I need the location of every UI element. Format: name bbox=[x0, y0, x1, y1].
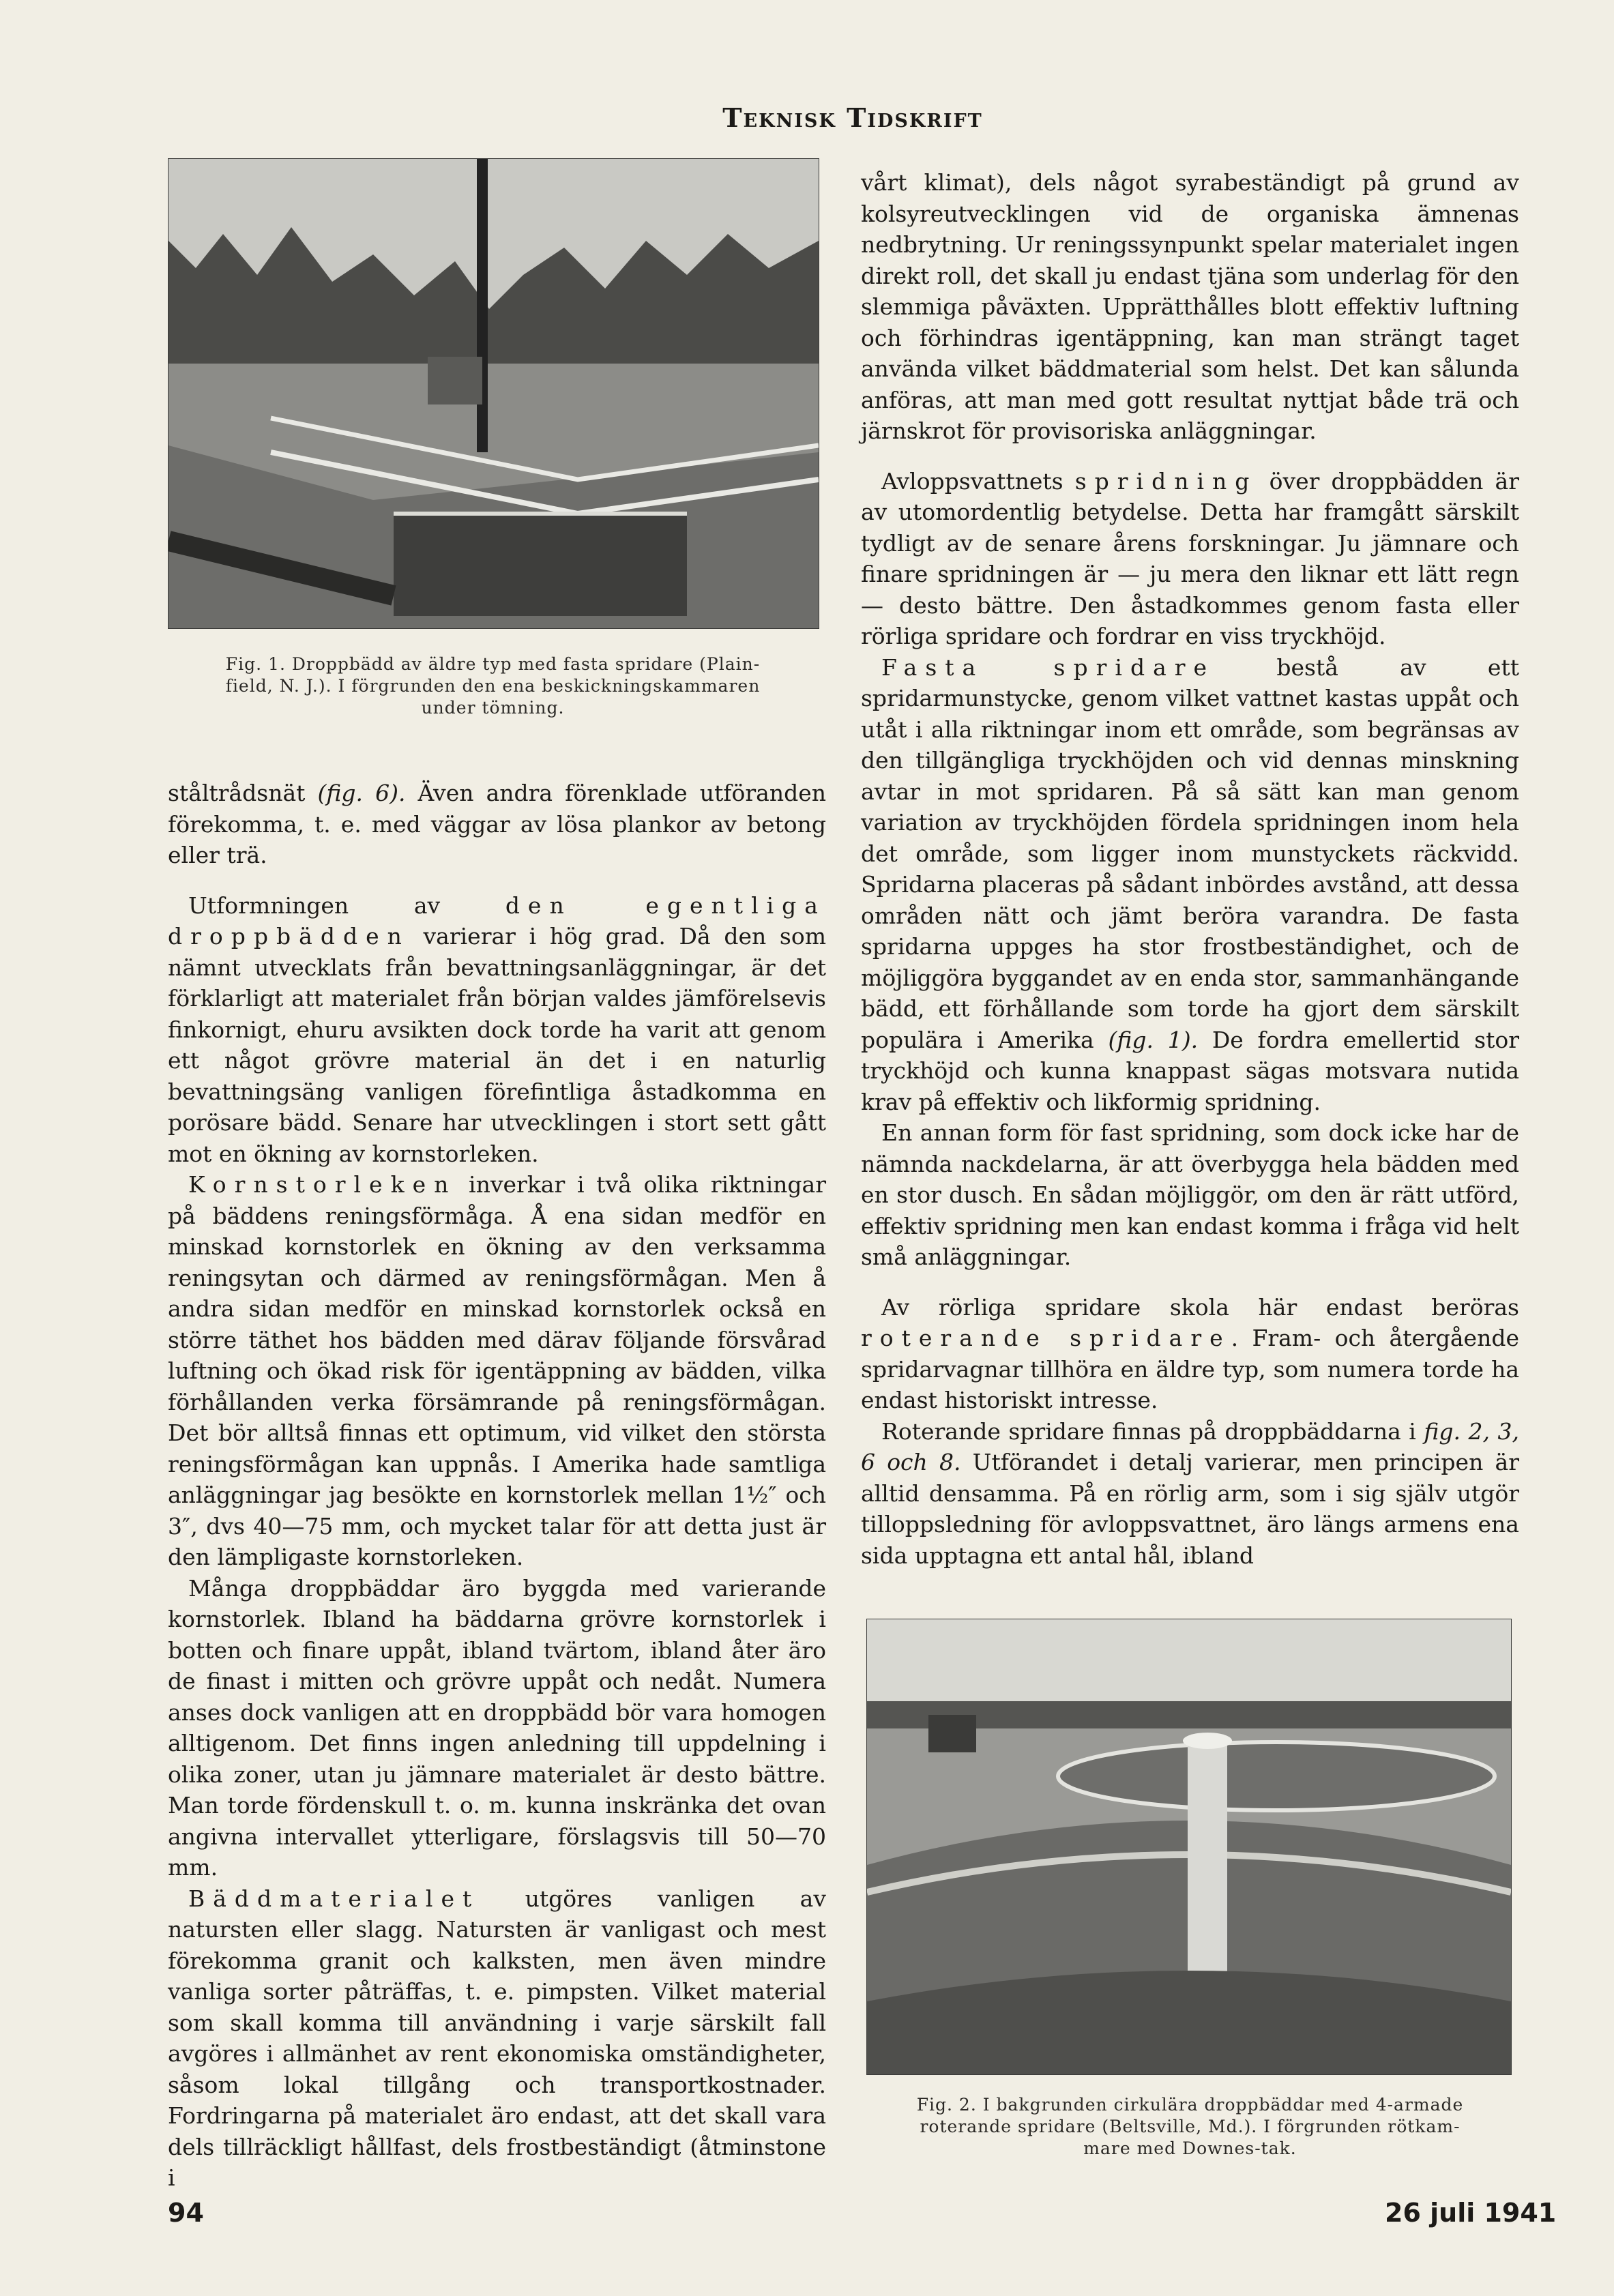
figure-reference: (fig. 6). bbox=[317, 780, 406, 806]
right-paragraph-6 bbox=[861, 1416, 1519, 1572]
figure-1-caption bbox=[168, 653, 818, 719]
text-run: Av rörliga spridare skola här endast beröras bbox=[881, 1293, 1519, 1321]
figure-2-caption-line: roterande spridare (Beltsville, Md.). I förgrunden rötkam- bbox=[920, 2117, 1461, 2136]
figure-1-photo bbox=[168, 158, 819, 629]
figure-2-caption-line: Fig. 2. I bakgrunden cirkulära droppbäddar med 4-armade bbox=[916, 2095, 1464, 2115]
right-paragraph-5 bbox=[861, 1292, 1519, 1416]
text-run: varierar i hög grad. Då den som nämnt utvecklats från bevattningsanläggningar, är det förklarligt att materialet från början valdes jämförelsevis finkornigt, ehuru avsikten dock torde ha varit att genom ett något grövre material än det i en naturlig bevattningsäng vanligen förefintliga åstadkomma en porösare bädd. Senare har utvecklingen i stort sett gått mot en ökning av kornstorleken. bbox=[168, 923, 826, 1167]
text-run: bestå av ett spridarmunstycke, genom vilket vattnet kastas uppåt och utåt i alla riktningar inom ett område, som begränsas av den tillgängliga tryckhöjden och vid dennas minskning avtar in mot spridaren. På så sätt kan man genom variation av tryckhöjden fördela spridningen inom hela det område, som ligger inom munstyckets räckvidd. Spridarna placeras på sådant inbördes avstånd, att dessa områden nätt och jämt beröra varandra. De fasta spridarna uppges ha stor frostbeständighet, och de möjliggöra byggandet av en enda stor, sammanhängande bädd, ett förhållande som torde ha gjort dem särskilt populära i Amerika bbox=[861, 653, 1519, 1053]
spaced-emphasis: Bäddmaterialet bbox=[188, 1885, 480, 1912]
spaced-emphasis: spridning bbox=[1074, 467, 1258, 495]
right-column bbox=[861, 167, 1519, 1571]
left-paragraph-1 bbox=[168, 778, 826, 871]
page-number: 94 bbox=[168, 2198, 204, 2228]
issue-date: 26 juli 1941 bbox=[1385, 2198, 1557, 2228]
figure-reference: fig. 2, 3, 6 och 8. bbox=[861, 1417, 1520, 1475]
right-paragraph-1: vårt klimat), dels något syrabeständigt på grund av kolsyreutvecklingen vid de organiska ämnenas nedbrytning. Ur reningssynpunkt spelar materialet ingen direkt roll, det skall ju endast tjäna som underlag för den slemmiga påväxten. Upprätthålles blott effektiv luftning och förhindras igentäppning, kan man strängt taget använda vilket bäddmaterial som helst. Det kan sålunda anföras, att man med gott resultat nyttjat både trä och järnskrot för provisoriska anläggningar. bbox=[861, 169, 1519, 444]
text-run: Roterande spridare finnas på droppbäddarna i bbox=[881, 1417, 1424, 1445]
right-paragraph-4: En annan form för fast spridning, som dock icke har de nämnda nackdelarna, är att överbygga hela bädden med en stor dusch. En sådan möjliggör, om den är rätt utförd, effektiv spridning men kan endast komma i fråga vid helt små anläggningar. bbox=[861, 1119, 1519, 1270]
figure-2-caption-line: mare med Downes-tak. bbox=[1083, 2138, 1297, 2158]
figure-1-caption-line: Fig. 1. Droppbädd av äldre typ med fasta spridare (Plain- bbox=[225, 654, 761, 674]
spaced-emphasis: Fasta spridare bbox=[881, 653, 1216, 681]
figure-1-caption-line: field, N. J.). I förgrunden den ena beskickningskammaren bbox=[225, 676, 761, 696]
spaced-emphasis: Kornstorleken bbox=[188, 1171, 457, 1198]
journal-title: Teknisk Tidskrift bbox=[722, 102, 983, 133]
right-paragraph-2 bbox=[861, 466, 1519, 652]
text-run: ståltrådsnät bbox=[168, 780, 318, 806]
figure-2-caption bbox=[861, 2094, 1519, 2160]
left-paragraph-3 bbox=[168, 1169, 826, 1573]
spaced-emphasis: den egentliga droppbädden bbox=[168, 892, 826, 950]
figure-2-photo bbox=[866, 1619, 1512, 2075]
left-column bbox=[168, 778, 826, 2194]
figure-1-caption-line: under tömning. bbox=[421, 698, 565, 718]
text-run: Även andra förenklade utföranden förekomma, t. e. med väggar av lösa plankor av betong eller trä. bbox=[168, 780, 826, 868]
text-run: Avloppsvattnets bbox=[881, 467, 1075, 495]
text-run: Utförandet i detalj varierar, men principen är alltid densamma. På en rörlig arm, som i sig själv utgör tilloppsledning för avloppsvattnet, äro längs armens ena sida upptagna ett antal hål, ibland bbox=[861, 1449, 1519, 1569]
left-paragraph-4: Många droppbäddar äro byggda med varierande kornstorlek. Ibland ha bäddarna grövre kornstorlek i botten och finare uppåt, ibland tvärtom, ibland åter äro de finast i mitten och grövre uppåt och nedåt. Numera anses dock vanligen att en droppbädd bör vara homogen alltigenom. Det finns ingen anledning till uppdelning i olika zoner, utan ju jämnare materialet är desto bättre. Man torde fördenskull t. o. m. kunna inskränka det ovan angivna intervallet ytterligare, förslagsvis till 50—70 mm. bbox=[168, 1574, 826, 1881]
right-paragraph-3 bbox=[861, 652, 1519, 1118]
text-run: De fordra emellertid stor tryckhöjd och kunna knappast sägas motsvara nutida krav på effektiv och likformig spridning. bbox=[861, 1026, 1519, 1115]
left-paragraph-2 bbox=[168, 890, 826, 1170]
text-run: utgöres vanligen av natursten eller slagg. Natursten är vanligast och mest förekomma granit och kalksten, men även mindre vanliga sorter påträffas, t. e. pimpsten. Vilket material som skall komma till användning i varje särskilt fall avgöres i allmänhet av rent ekonomiska omständigheter, såsom lokal tillgång och transportkostnader. Fordringarna på materialet äro endast, att det skall vara dels tillräckligt hållfast, dels frostbeständigt (åtminstone i bbox=[168, 1885, 826, 2191]
left-paragraph-5 bbox=[168, 1883, 826, 2194]
text-run: . Fram- och återgående spridarvagnar tillhöra en äldre typ, som numera torde ha endast historiskt intresse. bbox=[861, 1325, 1519, 1413]
text-run: inverkar i två olika riktningar på bäddens reningsförmåga. Å ena sidan medför en minskad kornstorlek en ökning av den verksamma reningsytan och därmed av reningsförmågan. Men å andra sidan medför en minskad kornstorlek också en större täthet hos bädden med därav följande försvårad luftning och ökad risk för igentäppning av bädden, vilka förhållanden verka försämrande på reningsförmågan. Det bör alltså finnas ett optimum, vid vilket den största reningsförmågan kan uppnås. I Amerika hade samtliga anläggningar jag besökte en kornstorlek mellan 1½″ och 3″, dvs 40—75 mm, och mycket talar för att detta just är den lämpligaste kornstorleken. bbox=[168, 1171, 826, 1570]
figure-reference: (fig. 1). bbox=[1108, 1026, 1199, 1053]
text-run: över droppbädden är av utomordentlig betydelse. Detta har framgått särskilt tydligt av de senare årens forskningar. Ju jämnare och finare spridningen är — ju mera den liknar ett lätt regn — desto bättre. Den åstadkommes genom fasta eller rörliga spridare och fordrar en viss tryckhöjd. bbox=[861, 467, 1519, 649]
text-run: Utformningen av bbox=[188, 892, 505, 919]
spaced-emphasis: roterande spridare bbox=[861, 1325, 1231, 1351]
